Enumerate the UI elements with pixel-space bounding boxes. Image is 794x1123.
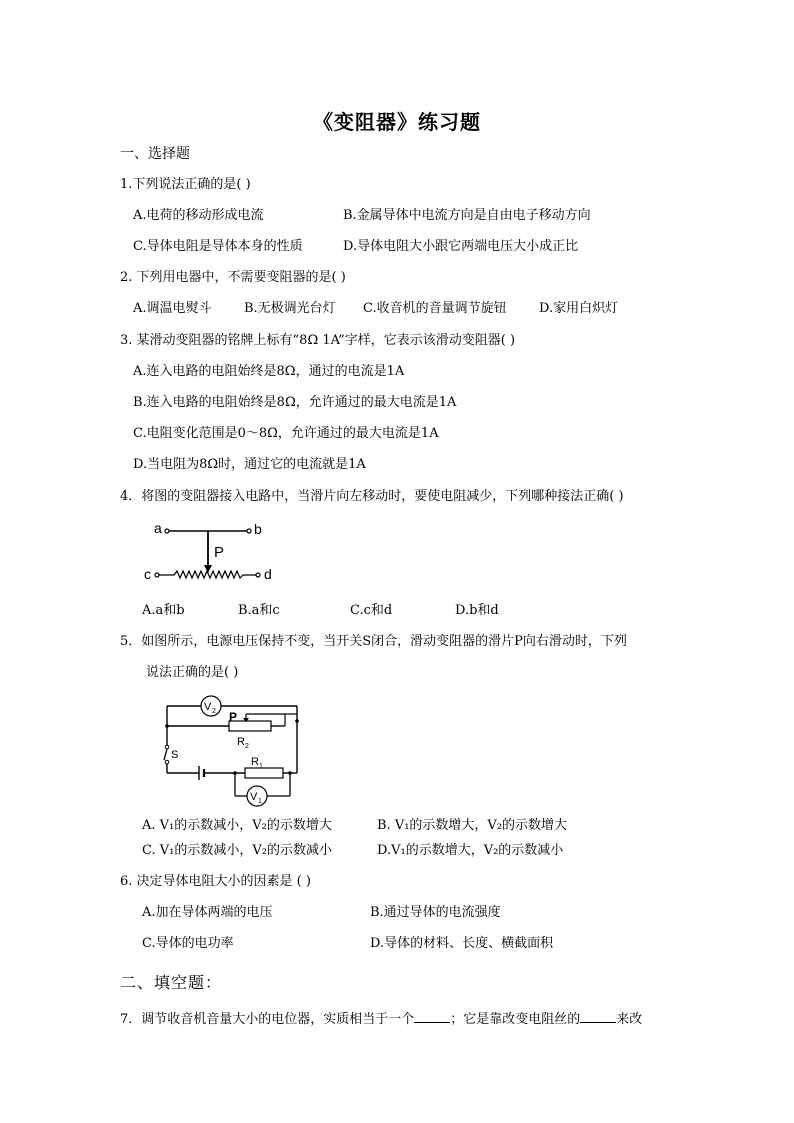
resistor-r1-sub: 1 <box>259 763 263 770</box>
q3-option-b: B.连入电路的电阻始终是8Ω，允许通过的最大电流是1A <box>133 395 457 410</box>
q6-option-d: D.导体的材料、长度、横截面积 <box>370 936 554 951</box>
q5-option-d: D.V₁的示数增大，V₂的示数减小 <box>377 843 564 858</box>
terminal-a-label: a <box>154 520 162 536</box>
terminal-c <box>155 573 159 577</box>
q5-option-a: A. V₁的示数减小，V₂的示数增大 <box>142 818 332 833</box>
voltmeter-v1-sub: 1 <box>258 798 262 805</box>
rheostat-figure <box>138 515 288 590</box>
q6-option-c: C.导体的电功率 <box>142 936 234 951</box>
resistor-r1-label: R <box>251 756 259 768</box>
q5-option-b: B. V₁的示数增大，V₂的示数增大 <box>377 818 568 833</box>
switch-s-label: S <box>171 749 179 761</box>
switch-s <box>164 749 167 760</box>
resistor-r2-label: R <box>237 736 245 748</box>
terminal-c-label: c <box>144 566 151 582</box>
slider-arrow <box>204 565 212 573</box>
section-heading-fill: 二、填空题： <box>120 973 223 992</box>
q4-option-c: C.c和d <box>350 603 393 618</box>
q4-option-d: D.b和d <box>455 603 499 618</box>
voltmeter-v1-label: V <box>250 791 258 803</box>
resistance-wire <box>159 571 256 578</box>
q1-option-b: B.金属导体中电流方向是自由电子移动方向 <box>343 208 591 223</box>
q3-option-c: C.电阻变化范围是0～8Ω，允许通过的最大电流是1A <box>133 426 439 441</box>
resistor-r1 <box>245 768 283 778</box>
voltmeter-v2-label: V <box>204 701 212 713</box>
q7-part3: 来改 <box>616 1012 643 1027</box>
terminal-a <box>165 529 169 533</box>
q5-stem-line1: 5．如图所示，电源电压保持不变，当开关S闭合，滑动变阻器的滑片P向右滑动时，下列 <box>120 634 627 649</box>
q4-stem: 4．将图的变阻器接入电路中，当滑片向左移动时，要使电阻减少，下列哪种接法正确( ) <box>120 489 624 504</box>
slider-p-label: P <box>229 710 238 724</box>
terminal-b <box>247 529 251 533</box>
circuit-figure <box>155 690 315 812</box>
q5-option-c: C. V₁的示数减小，V₂的示数减小 <box>142 843 332 858</box>
q7-text <box>120 1010 642 1028</box>
q5-stem-line2: 说法正确的是( ) <box>146 665 239 680</box>
q3-option-d: D.当电阻为8Ω时，通过它的电流就是1A <box>133 457 366 472</box>
q1-option-c: C.导体电阻是导体本身的性质 <box>133 239 303 254</box>
q4-option-b: B.a和c <box>238 603 280 618</box>
q1-stem: 1.下列说法正确的是( ) <box>120 177 251 192</box>
terminal-d <box>256 573 260 577</box>
q7-part1: 7．调节收音机音量大小的电位器，实质相当于一个 <box>120 1012 415 1027</box>
q6-option-a: A.加在导体两端的电压 <box>142 905 273 920</box>
terminal-d-label: d <box>264 566 272 582</box>
q1-option-d: D.导体电阻大小跟它两端电压大小成正比 <box>343 239 579 254</box>
q7-blank-1[interactable] <box>414 1010 450 1023</box>
q2-option-a: A.调温电熨斗 <box>133 301 212 316</box>
q1-option-a: A.电荷的移动形成电流 <box>133 208 264 223</box>
q6-stem: 6. 决定导体电阻大小的因素是 ( ) <box>120 874 311 889</box>
page-title: 《变阻器》练习题 <box>313 110 481 134</box>
q3-option-a: A.连入电路的电阻始终是8Ω，通过的电流是1A <box>133 364 405 379</box>
q7-part2: ；它是靠改变电阻丝的 <box>450 1012 581 1027</box>
section-heading-choice: 一、选择题 <box>120 146 190 162</box>
voltmeter-v2-sub: 2 <box>212 708 216 715</box>
q2-stem: 2. 下列用电器中，不需要变阻器的是( ) <box>120 270 346 285</box>
q2-option-b: B.无极调光台灯 <box>244 301 336 316</box>
terminal-b-label: b <box>254 521 262 537</box>
q6-option-b: B.通过导体的电流强度 <box>370 905 501 920</box>
resistor-r2-sub: 2 <box>245 743 249 750</box>
q2-option-d: D.家用白炽灯 <box>539 301 619 316</box>
slider-label: P <box>214 544 225 561</box>
q2-option-c: C.收音机的音量调节旋钮 <box>363 301 507 316</box>
q4-option-a: A.a和b <box>142 603 185 618</box>
q7-blank-2[interactable] <box>580 1010 616 1023</box>
q3-stem: 3. 某滑动变阻器的铭牌上标有“8Ω 1A”字样，它表示该滑动变阻器( ) <box>120 333 516 348</box>
